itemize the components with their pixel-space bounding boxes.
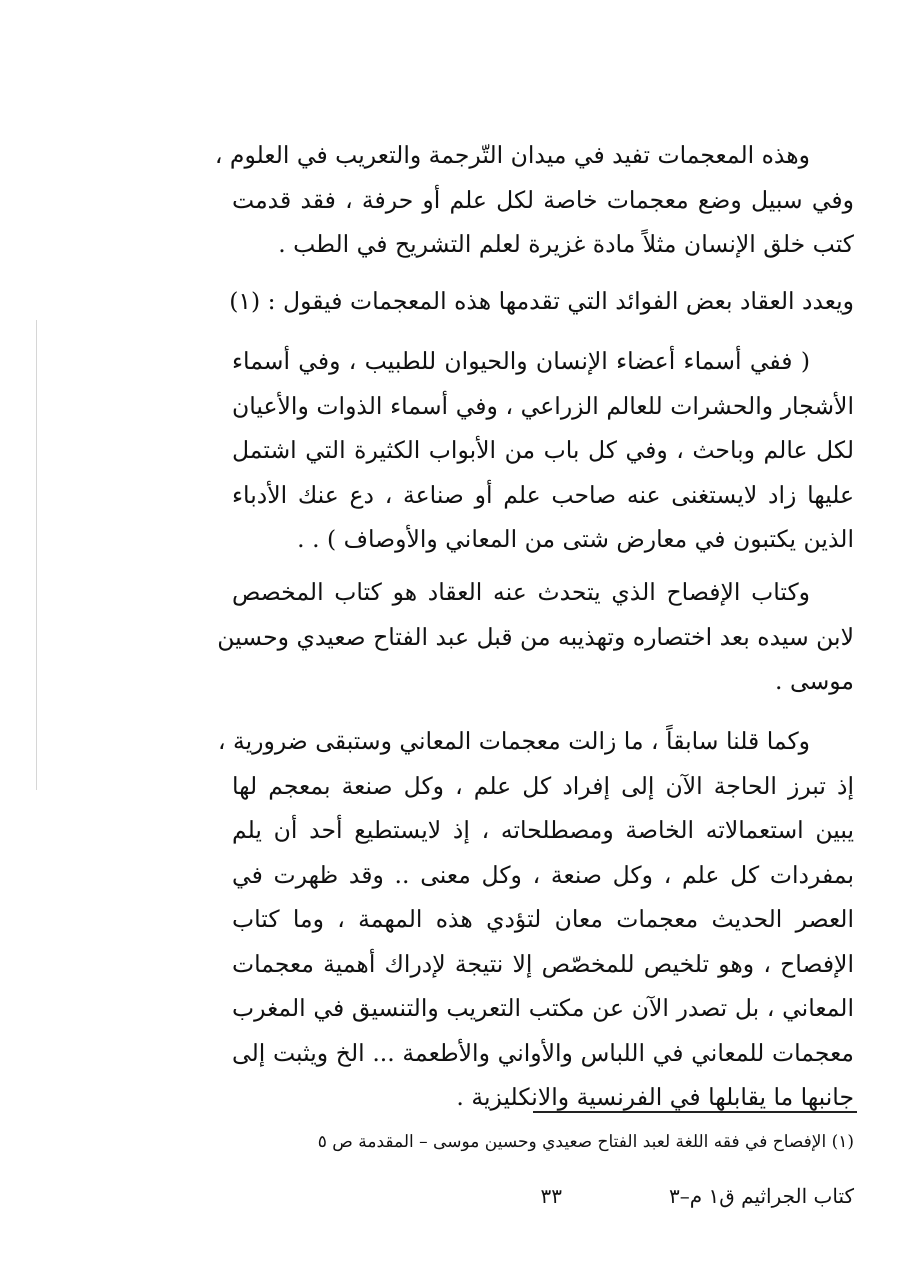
footer-book-signature: كتاب الجراثيم ق١ م–٣ bbox=[668, 1184, 854, 1208]
paragraph-translation bbox=[214, 133, 854, 267]
text-line: موسى . bbox=[775, 667, 854, 695]
page-number: ٣٣ bbox=[540, 1184, 562, 1208]
text-line: يبين استعمالاته الخاصة ومصطلحاته ، إذ لايستطيع أحد أن يلم bbox=[232, 816, 854, 844]
page-footer bbox=[232, 1180, 854, 1212]
paragraph-quotation bbox=[232, 339, 854, 562]
text-line: ( ففي أسماء أعضاء الإنسان والحيوان للطبيب ، وفي أسماء bbox=[232, 347, 810, 375]
paragraph-ifsah bbox=[217, 570, 854, 704]
text-line: ويعدد العقاد بعض الفوائد التي تقدمها هذه المعجمات فيقول : (١) bbox=[229, 287, 854, 315]
text-line: وفي سبيل وضع معجمات خاصة لكل علم أو حرفة ، فقد قدمت bbox=[232, 185, 854, 214]
text-line: لابن سيده بعد اختصاره وتهذيبه من قبل عبد الفتاح صعيدي وحسين bbox=[217, 622, 854, 651]
text-line: جانبها ما يقابلها في الفرنسية والانكليزية . bbox=[456, 1083, 854, 1111]
scan-edge-mark bbox=[36, 320, 37, 790]
text-line: وكما قلنا سابقاً ، ما زالت معجمات المعاني وستبقى ضرورية ، bbox=[217, 727, 810, 755]
text-line: كتب خلق الإنسان مثلاً مادة غزيرة لعلم التشريح في الطب . bbox=[278, 230, 854, 258]
text-line: معجمات للمعاني في اللباس والأواني والأطعمة ... الخ ويثبت إلى bbox=[232, 1038, 854, 1067]
paragraph-necessity bbox=[217, 719, 854, 1120]
footnote-separator bbox=[533, 1111, 857, 1113]
footnote: (١) الإفصاح في فقه اللغة لعبد الفتاح صعيدي وحسين موسى – المقدمة ص ٥ bbox=[317, 1132, 854, 1152]
text-line: بمفردات كل علم ، وكل صنعة ، وكل معنى .. وقد ظهرت في bbox=[232, 860, 854, 889]
text-line: عليها زاد لايستغنى عنه صاحب علم أو صناعة ، دع عنك الأدباء bbox=[232, 480, 854, 509]
text-line: لكل عالم وباحث ، وفي كل باب من الأبواب الكثيرة التي اشتمل bbox=[232, 436, 854, 464]
text-line: العصر الحديث معجمات معان لتؤدي هذه المهمة ، وما كتاب bbox=[232, 905, 854, 933]
text-line: إذ تبرز الحاجة الآن إلى إفراد كل علم ، وكل صنعة بمعجم لها bbox=[232, 771, 854, 800]
text-line: وكتاب الإفصاح الذي يتحدث عنه العقاد هو كتاب المخصص bbox=[232, 578, 810, 606]
text-line: المعاني ، بل تصدر الآن عن مكتب التعريب والتنسيق في المغرب bbox=[232, 994, 854, 1022]
text-line: الأشجار والحشرات للعالم الزراعي ، وفي أسماء الذوات والأعيان bbox=[232, 391, 854, 420]
text-line: الذين يكتبون في معارض شتى من المعاني والأوصاف ) . . bbox=[297, 525, 854, 553]
paragraph-aqqad-intro bbox=[229, 279, 854, 324]
text-line: الإفصاح ، وهو تلخيص للمخصّص إلا نتيجة لإدراك أهمية معجمات bbox=[232, 949, 854, 978]
text-line: وهذه المعجمات تفيد في ميدان التّرجمة والتعريب في العلوم ، bbox=[214, 141, 810, 169]
